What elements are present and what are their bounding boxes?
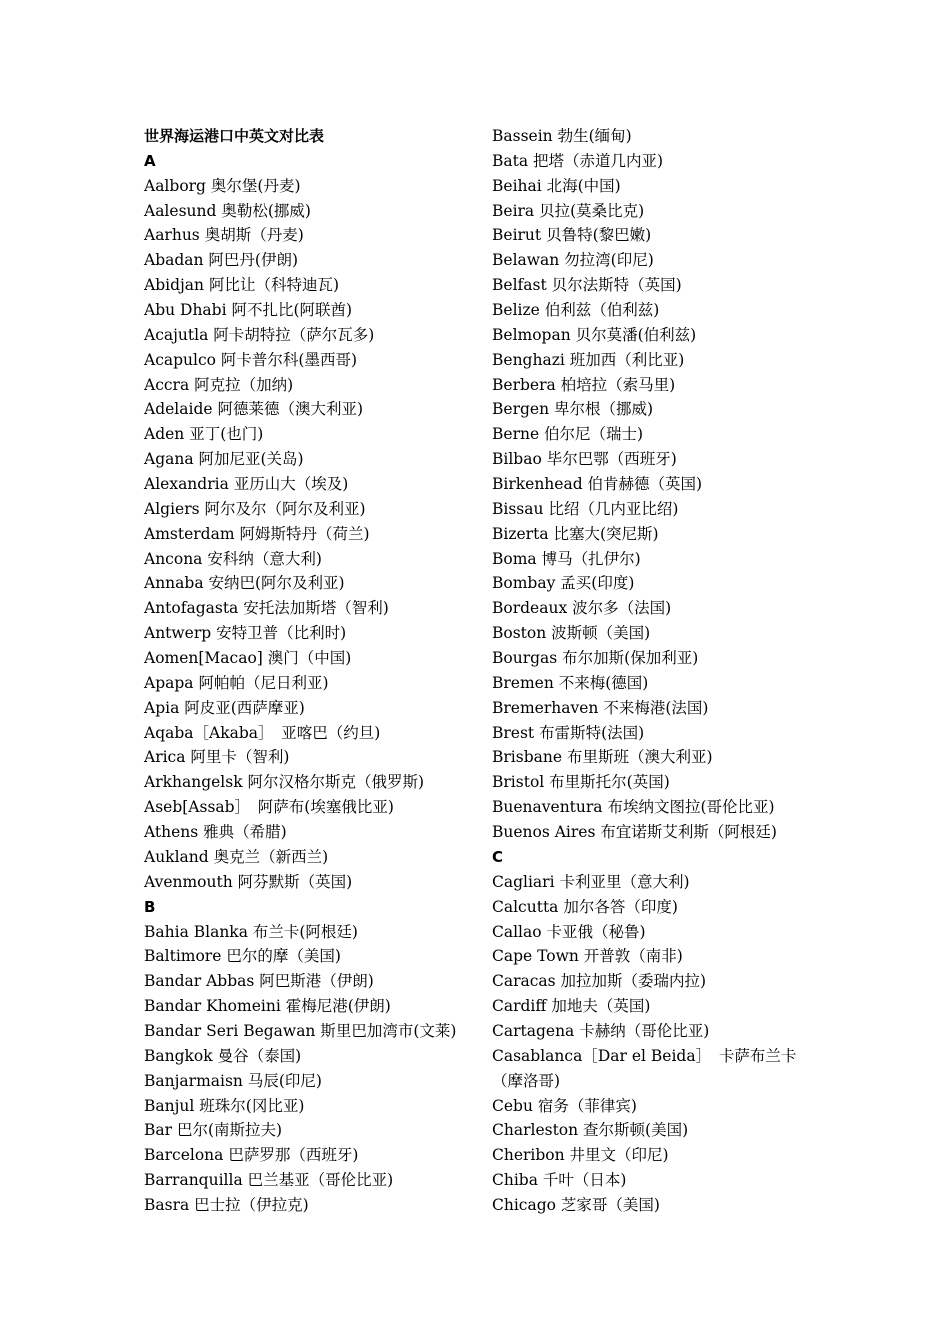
port-entry: Calcutta 加尔各答（印度) [492,897,678,916]
port-entry: Antofagasta 安托法加斯塔（智利) [144,599,389,618]
port-entry: Belmopan 贝尔莫潘(伯利兹) [492,325,697,344]
port-entry: Bar 巴尔(南斯拉夫) [144,1121,283,1140]
port-entry: Athens 雅典（希腊) [144,823,287,842]
port-entry: Avenmouth 阿芬默斯（英国) [144,872,353,891]
port-entry: Acapulco 阿卡普尔科(墨西哥) [144,350,358,369]
port-entry: Brisbane 布里斯班（澳大利亚) [492,748,713,767]
port-entry: Beira 贝拉(莫桑比克) [492,201,645,220]
port-entry: Aomen[Macao] 澳门（中国) [144,649,352,668]
port-entry: Berbera 柏培拉（索马里) [492,375,676,394]
port-entry: Cheribon 井里文（印尼) [492,1146,669,1165]
port-entry: Aalesund 奥勒松(挪威) [144,201,311,220]
port-entry: Bissau 比绍（几内亚比绍) [492,499,679,518]
port-entry: Aalborg 奥尔堡(丹麦) [144,176,301,195]
port-entry: Bremerhaven 不来梅港(法国) [492,698,709,717]
port-entry: Alexandria 亚历山大（埃及) [144,475,349,494]
port-entry: Boma 博马（扎伊尔) [492,549,641,568]
section-letter: C [492,847,504,866]
right-column [492,124,812,1218]
port-entry: Bordeaux 波尔多（法国) [492,599,672,618]
port-entry: Cardiff 加地夫（英国) [492,997,651,1016]
port-entry: Bilbao 毕尔巴鄂（西班牙) [492,450,677,469]
port-entry: Benghazi 班加西（利比亚) [492,350,685,369]
page-title: 世界海运港口中英文对比表 [144,127,325,145]
port-entry: Belfast 贝尔法斯特（英国) [492,276,682,295]
port-entry: Baltimore 巴尔的摩（美国) [144,947,341,966]
port-entry: Barcelona 巴萨罗那（西班牙) [144,1146,359,1165]
port-entry: Casablanca［Dar el Beida］ 卡萨布兰卡 [492,1046,797,1065]
port-entry: Charleston 查尔斯顿(美国) [492,1121,689,1140]
port-entry: Brest 布雷斯特(法国) [492,723,645,742]
port-entry: Cartagena 卡赫纳（哥伦比亚) [492,1021,710,1040]
port-entry: Arkhangelsk 阿尔汉格尔斯克（俄罗斯) [144,773,425,792]
port-entry: Arica 阿里卡（智利) [144,748,290,767]
port-entry: Belize 伯利兹（伯利兹) [492,301,660,320]
port-entry: Boston 波斯顿（美国) [492,624,651,643]
port-entry: Adelaide 阿德莱德（澳大利亚) [144,400,364,419]
port-entry: Beihai 北海(中国) [492,176,621,195]
port-entry: （摩洛哥) [492,1071,561,1090]
port-entry: Bandar Seri Begawan 斯里巴加湾市(文莱) [144,1021,457,1040]
section-letter: B [144,897,156,916]
port-entry: Bangkok 曼谷（泰国) [144,1046,302,1065]
port-entry: Chiba 千叶（日本) [492,1171,627,1190]
port-entry: Barranquilla 巴兰基亚（哥伦比亚) [144,1171,394,1190]
port-entry: Bahia Blanka 布兰卡(阿根廷) [144,922,358,941]
section-letter: A [144,151,156,170]
port-entry: Banjarmaisn 马辰(印尼) [144,1071,322,1090]
port-entry: Beirut 贝鲁特(黎巴嫩) [492,226,652,245]
port-entry: Acajutla 阿卡胡特拉（萨尔瓦多) [144,325,375,344]
port-entry: Berne 伯尔尼（瑞士) [492,425,644,444]
port-entry: Aqaba［Akaba］ 亚喀巴（约旦) [144,723,381,742]
port-entry: Apia 阿皮亚(西萨摩亚) [144,698,305,717]
port-entry: Amsterdam 阿姆斯特丹（荷兰) [144,524,370,543]
port-entry: Accra 阿克拉（加纳) [144,375,294,394]
port-entry: Antwerp 安特卫普（比利时) [144,624,347,643]
port-entry: Ancona 安科纳（意大利) [144,549,322,568]
port-entry: Bristol 布里斯托尔(英国) [492,773,670,792]
port-entry: Abu Dhabi 阿不扎比(阿联酋) [144,301,353,320]
port-entry: Cagliari 卡利亚里（意大利) [492,872,690,891]
left-column [144,124,474,1218]
port-entry: Abadan 阿巴丹(伊朗) [144,251,299,270]
port-entry: Cape Town 开普敦（南非) [492,947,683,966]
port-entry: Banjul 班珠尔(冈比亚) [144,1096,305,1115]
port-entry: Aukland 奥克兰（新西兰) [144,847,329,866]
port-entry: Cebu 宿务（菲律宾) [492,1096,637,1115]
port-entry: Caracas 加拉加斯（委瑞内拉) [492,972,707,991]
port-entry: Aarhus 奥胡斯（丹麦) [144,226,304,245]
port-entry: Birkenhead 伯肯赫德（英国) [492,475,703,494]
port-entry: Bizerta 比塞大(突尼斯) [492,524,659,543]
port-entry: Annaba 安纳巴(阿尔及利亚) [144,574,345,593]
port-entry: Belawan 勿拉湾(印尼) [492,251,654,270]
port-entry: Bombay 孟买(印度) [492,574,635,593]
port-entry: Basra 巴士拉（伊拉克) [144,1195,309,1214]
port-entry: Bergen 卑尔根（挪威) [492,400,654,419]
port-entry: Agana 阿加尼亚(关岛) [144,450,304,469]
port-entry: Bata 把塔（赤道几内亚) [492,151,664,170]
port-entry: Aseb[Assab］ 阿萨布(埃塞俄比亚) [144,798,394,817]
port-entry: Bremen 不来梅(德国) [492,673,649,692]
port-entry: Bandar Abbas 阿巴斯港（伊朗) [144,972,374,991]
port-entry: Bassein 勃生(缅甸) [492,127,632,145]
port-entry: Algiers 阿尔及尔（阿尔及利亚) [144,499,366,518]
port-entry: Callao 卡亚俄（秘鲁) [492,922,646,941]
port-entry: Chicago 芝家哥（美国) [492,1195,660,1214]
port-entry: Aden 亚丁(也门) [144,425,264,444]
port-entry: Bandar Khomeini 霍梅尼港(伊朗) [144,997,391,1016]
port-entry: Buenaventura 布埃纳文图拉(哥伦比亚) [492,798,775,817]
port-entry: Apapa 阿帕帕（尼日利亚) [144,673,329,692]
port-entry: Abidjan 阿比让（科特迪瓦) [144,276,339,295]
port-entry: Buenos Aires 布宜诺斯艾利斯（阿根廷) [492,823,777,842]
port-entry: Bourgas 布尔加斯(保加利亚) [492,649,699,668]
